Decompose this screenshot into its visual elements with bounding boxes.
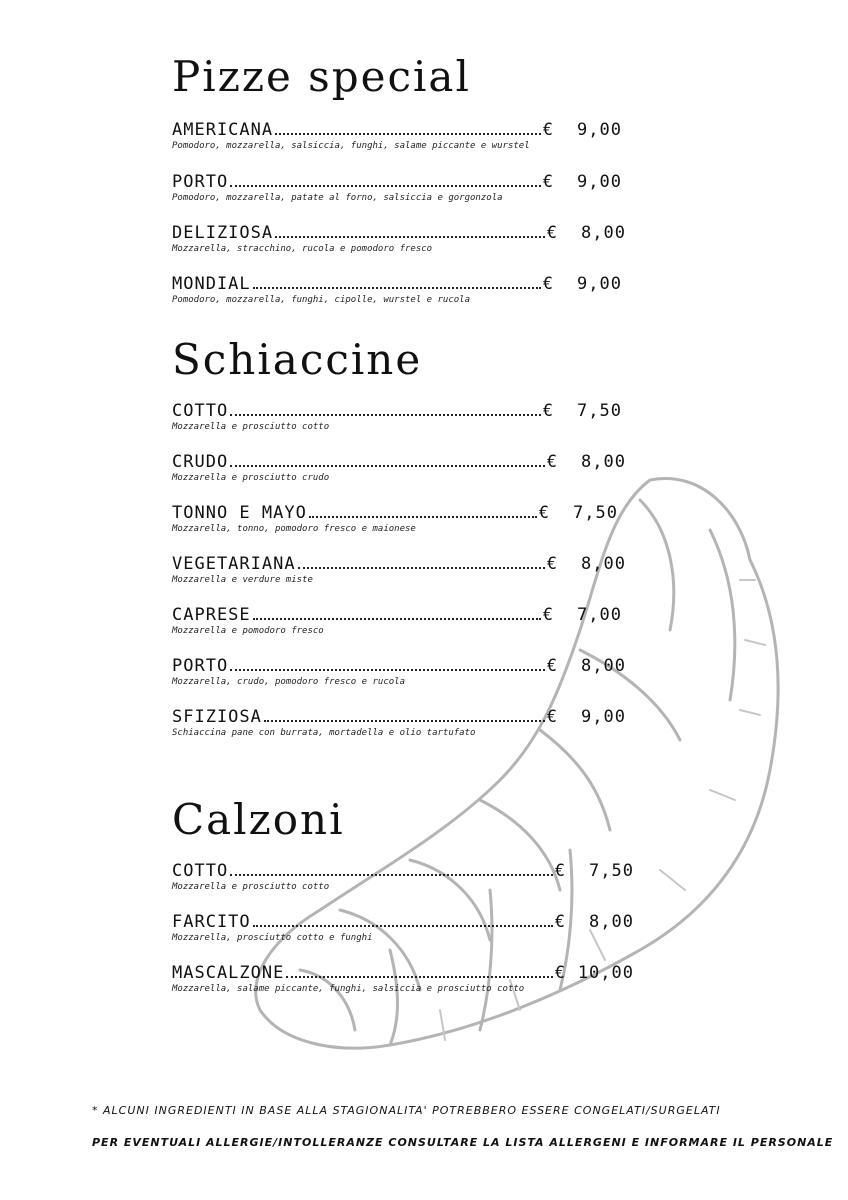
menu-item-sfiziosa (172, 707, 626, 738)
menu-item-cotto (172, 401, 622, 432)
item-description: Mozzarella, crudo, pomodoro fresco e rucola (172, 677, 405, 687)
item-description: Mozzarella e prosciutto crudo (172, 473, 330, 483)
item-name: PORTO (172, 656, 229, 676)
item-leader-dots (230, 185, 541, 187)
item-name: AMERICANA (172, 120, 274, 140)
item-price: 8,00 (589, 912, 634, 932)
item-currency: € (546, 656, 558, 676)
item-name: COTTO (172, 861, 229, 881)
item-currency: € (542, 120, 554, 140)
item-price: 9,00 (577, 274, 622, 294)
menu-item-vegetariana (172, 554, 626, 585)
item-name: TONNO E MAYO (172, 503, 307, 523)
item-currency: € (546, 554, 558, 574)
item-description: Mozzarella, prosciutto cotto e funghi (172, 933, 373, 943)
seasonal-ingredients-note: * ALCUNI INGREDIENTI IN BASE ALLA STAGIONALITA' POTREBBERO ESSERE CONGELATI/SURGELATI (92, 1104, 721, 1117)
menu-item-deliziosa (172, 223, 626, 254)
item-description: Mozzarella, salame piccante, funghi, salsiccia e prosciutto cotto (172, 984, 525, 994)
item-price: 7,50 (589, 861, 634, 881)
menu-item-caprese (172, 605, 622, 636)
item-description: Pomodoro, mozzarella, funghi, cipolle, wurstel e rucola (172, 295, 471, 305)
item-price: 7,50 (577, 401, 622, 421)
item-leader-dots (230, 874, 553, 876)
item-price: 9,00 (577, 120, 622, 140)
item-description: Schiaccina pane con burrata, mortadella e olio tartufato (172, 728, 476, 738)
item-currency: € (542, 605, 554, 625)
item-description: Mozzarella, tonno, pomodoro fresco e maionese (172, 524, 416, 534)
item-leader-dots (275, 133, 541, 135)
item-name: PORTO (172, 172, 229, 192)
item-name: CAPRESE (172, 605, 251, 625)
item-leader-dots (286, 976, 552, 978)
item-leader-dots (230, 414, 541, 416)
item-currency: € (554, 861, 566, 881)
item-name: SFIZIOSA (172, 707, 262, 727)
item-currency: € (542, 172, 554, 192)
menu-item-farcito (172, 912, 634, 943)
menu-item-cotto-calzone (172, 861, 634, 892)
item-leader-dots (230, 669, 545, 671)
item-leader-dots (298, 567, 545, 569)
item-currency: € (554, 912, 566, 932)
item-currency: € (538, 503, 550, 523)
item-name: VEGETARIANA (172, 554, 296, 574)
item-price: 10,00 (577, 963, 634, 983)
item-price: 8,00 (581, 452, 626, 472)
item-name: COTTO (172, 401, 229, 421)
item-currency: € (546, 452, 558, 472)
item-leader-dots (264, 720, 545, 722)
section-title-schiaccine: Schiaccine (172, 335, 423, 384)
item-price: 9,00 (581, 707, 626, 727)
section-title-pizze-special: Pizze special (172, 52, 471, 101)
item-leader-dots (309, 516, 537, 518)
allergy-note: PER EVENTUALI ALLERGIE/INTOLLERANZE CONSULTARE LA LISTA ALLERGENI E INFORMARE IL PERSONALE (92, 1136, 834, 1149)
menu-item-crudo (172, 452, 626, 483)
item-name: DELIZIOSA (172, 223, 274, 243)
menu-item-porto-schiaccina (172, 656, 626, 687)
item-description: Mozzarella, stracchino, rucola e pomodoro fresco (172, 244, 433, 254)
menu-item-mondial (172, 274, 622, 305)
item-leader-dots (253, 287, 541, 289)
menu-item-americana (172, 120, 622, 151)
menu-item-mascalzone (172, 963, 634, 994)
item-price: 8,00 (581, 554, 626, 574)
menu-item-tonno-e-mayo (172, 503, 618, 534)
item-currency: € (546, 707, 558, 727)
item-description: Mozzarella e prosciutto cotto (172, 882, 330, 892)
item-leader-dots (275, 236, 545, 238)
item-description: Mozzarella e pomodoro fresco (172, 626, 324, 636)
item-name: FARCITO (172, 912, 251, 932)
item-description: Pomodoro, mozzarella, salsiccia, funghi, salame piccante e wurstel (172, 141, 530, 151)
item-name: MASCALZONE (172, 963, 285, 983)
section-title-calzoni: Calzoni (172, 795, 345, 844)
item-currency: € (554, 963, 566, 983)
item-currency: € (542, 401, 554, 421)
item-leader-dots (230, 465, 545, 467)
item-description: Mozzarella e verdure miste (172, 575, 313, 585)
item-name: MONDIAL (172, 274, 251, 294)
item-price: 9,00 (577, 172, 622, 192)
item-price: 8,00 (581, 223, 626, 243)
menu-item-porto (172, 172, 622, 203)
item-description: Pomodoro, mozzarella, patate al forno, salsiccia e gorgonzola (172, 193, 503, 203)
item-price: 7,00 (577, 605, 622, 625)
item-currency: € (546, 223, 558, 243)
item-price: 7,50 (573, 503, 618, 523)
item-leader-dots (253, 925, 553, 927)
item-description: Mozzarella e prosciutto cotto (172, 422, 330, 432)
item-price: 8,00 (581, 656, 626, 676)
item-leader-dots (253, 618, 541, 620)
item-currency: € (542, 274, 554, 294)
item-name: CRUDO (172, 452, 229, 472)
